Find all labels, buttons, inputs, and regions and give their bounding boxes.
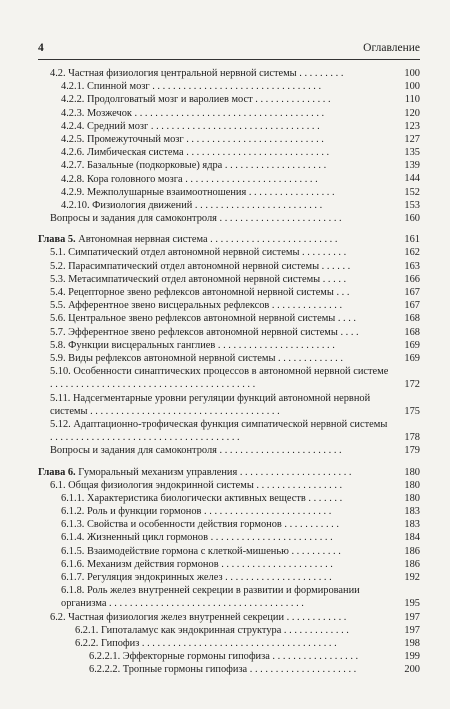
toc-entry: [61, 505, 420, 518]
toc-page-number: 183: [404, 506, 420, 518]
toc-entry: [61, 558, 420, 571]
toc-page-number: 153: [404, 199, 420, 211]
toc-entry: [50, 299, 420, 312]
toc-page-number: 167: [404, 286, 420, 298]
toc-page-number: 183: [404, 519, 420, 531]
toc-entry: [50, 479, 420, 492]
toc-page-number: 200: [404, 664, 420, 676]
toc-page-number: 166: [404, 273, 420, 285]
toc-entry-title: 6.1.2. Роль и функции гормонов . . . . . . . . . . . . . . . . . . . . . . . . .: [61, 506, 332, 518]
toc-entry: [50, 611, 420, 624]
chapter-title: Автономная нервная система . . . . . . . . . . . . . . . . . . . . . . . . .: [75, 234, 338, 246]
toc-page-number: 144: [404, 173, 420, 185]
toc-entry: [61, 93, 420, 106]
toc-entry: [50, 260, 420, 273]
toc-page-number: 162: [404, 247, 420, 259]
toc-page-number: 160: [404, 213, 420, 225]
toc-entry: [50, 246, 420, 259]
toc-entry: [50, 352, 420, 365]
toc-page-number: 197: [404, 611, 420, 623]
toc-entry-title: [38, 467, 382, 478]
toc-entry: [61, 545, 420, 558]
running-title: Оглавление: [363, 42, 420, 54]
toc-page-number: 179: [404, 445, 420, 457]
toc-entry-title: 6.2.1. Гипоталамус как эндокринная структура . . . . . . . . . . . . .: [75, 624, 349, 636]
toc-entry-title: 5.11. Надсегментарные уровни регуляции функций автономной нервной системы . . . . . . . . . . . . . . . . . . . . . . . . . . . . . . . . . . . . .: [50, 392, 371, 417]
toc-entry-title: 5.2. Парасимпатический отдел автономной нервной системы . . . . . .: [50, 260, 351, 272]
toc-page-number: 123: [404, 120, 420, 132]
chapter-title: Гуморальный механизм управления . . . . . . . . . . . . . . . . . . . . . .: [75, 466, 352, 478]
toc-page-number: 178: [404, 432, 420, 444]
toc-entry: [61, 186, 420, 199]
toc-page-number: 198: [404, 637, 420, 649]
toc-page-number: 169: [404, 352, 420, 364]
toc-entry-title: 5.10. Особенности синаптических процессов в автономной нервной системе . . . . . . . . . . . . . . . . . . . . . . . . . . . . . . . . . . . . . . . .: [50, 366, 389, 391]
toc-page-number: 169: [404, 339, 420, 351]
toc-entry: [89, 650, 420, 663]
toc-page-number: 199: [404, 651, 420, 663]
toc-page-number: 186: [404, 558, 420, 570]
toc-page-number: 195: [404, 598, 420, 610]
toc-entry: [61, 199, 420, 212]
toc-entry-title: 5.8. Функции висцеральных ганглиев . . . . . . . . . . . . . . . . . . . . . . .: [50, 339, 335, 351]
toc-entry: [50, 339, 420, 352]
toc-entry: [61, 492, 420, 505]
toc-entry-title: 5.4. Рецепторное звено рефлексов автономной нервной системы . . .: [50, 287, 350, 298]
table-of-contents: [0, 67, 450, 677]
toc-entry-title: 4.2.7. Базальные (подкорковые) ядра . . . . . . . . . . . . . . . . . . . .: [61, 160, 327, 172]
chapter-label: Глава 5.: [38, 234, 76, 246]
toc-page-number: 172: [404, 379, 420, 391]
toc-page-number: 100: [404, 81, 420, 93]
toc-entry: [50, 326, 420, 339]
toc-entry-title: 6.1.5. Взаимодействие гормона с клеткой-мишенью . . . . . . . . . .: [61, 545, 341, 557]
toc-entry-title: [38, 234, 367, 245]
toc-page-number: 110: [404, 94, 420, 106]
toc-entry-title: 6.1.7. Регуляция эндокринных желез . . . . . . . . . . . . . . . . . . . . .: [61, 572, 332, 584]
toc-entry: [61, 146, 420, 159]
toc-entry-title: 5.3. Метасимпатический отдел автономной нервной системы . . . . .: [50, 273, 347, 285]
toc-entry-title: 5.12. Адаптационно-трофическая функция симпатической нервной системы . . . . . . . . . . . . . . . . . . . . . . . . . . . . . . . . . . . . .: [50, 418, 388, 444]
toc-entry: [50, 418, 420, 444]
toc-page-number: 180: [404, 466, 420, 478]
toc-entry: [61, 80, 420, 93]
toc-entry: [50, 273, 420, 286]
toc-chapter-entry: [38, 466, 420, 479]
toc-page-number: 186: [404, 545, 420, 557]
toc-page-number: 135: [404, 147, 420, 159]
toc-page-number: 127: [404, 133, 420, 145]
toc-page-number: 197: [404, 624, 420, 636]
toc-entry-title: 4.2.2. Продолговатый мозг и варолиев мост . . . . . . . . . . . . . . .: [61, 94, 331, 106]
toc-chapter-entry: [38, 233, 420, 246]
toc-entry-title: Вопросы и задания для самоконтроля . . . . . . . . . . . . . . . . . . . . . . . .: [50, 445, 342, 457]
toc-page-number: 167: [404, 300, 420, 312]
toc-entry: [61, 159, 420, 172]
toc-entry: [50, 444, 420, 457]
toc-page-number: 168: [404, 326, 420, 338]
toc-page-number: 175: [404, 405, 420, 417]
toc-entry: [61, 531, 420, 544]
toc-entry-title: 4.2. Частная физиология центральной нервной системы . . . . . . . . .: [50, 68, 344, 79]
toc-entry: [50, 312, 420, 325]
toc-entry-title: 6.1.3. Свойства и особенности действия гормонов . . . . . . . . . . .: [61, 519, 339, 531]
header-rule: [38, 59, 420, 60]
toc-entry: [61, 518, 420, 531]
toc-entry-title: 5.7. Эфферентное звено рефлексов автономной нервной системы . . . .: [50, 326, 359, 338]
toc-entry-title: 5.1. Симпатический отдел автономной нервной системы . . . . . . . . .: [50, 247, 347, 259]
toc-entry-title: 6.1.8. Роль желез внутренней секреции в развитии и формировании организма . . . . . . . . . . . . . . . . . . . . . . . . . . . . . . . . . . . . . .: [61, 585, 360, 610]
toc-entry: [89, 663, 420, 676]
toc-entry-title: 4.2.9. Межполушарные взаимоотношения . . . . . . . . . . . . . . . . .: [61, 186, 335, 198]
toc-page-number: 152: [404, 186, 420, 198]
toc-entry-title: 6.2.2.2. Тропные гормоны гипофиза . . . . . . . . . . . . . . . . . . . . .: [89, 664, 357, 676]
toc-page-number: 180: [404, 479, 420, 491]
toc-entry: [50, 392, 420, 418]
toc-entry-title: 4.2.10. Физиология движений . . . . . . . . . . . . . . . . . . . . . . . . .: [61, 199, 323, 211]
toc-entry: [50, 212, 420, 225]
toc-entry: [61, 120, 420, 133]
toc-page-number: 184: [404, 532, 420, 544]
toc-entry: [61, 571, 420, 584]
toc-entry: [61, 173, 420, 186]
toc-entry: [61, 133, 420, 146]
toc-entry-title: 4.2.8. Кора головного мозга . . . . . . . . . . . . . . . . . . . . . . . . . .: [61, 173, 318, 185]
toc-entry-title: 6.2.2.1. Эффекторные гормоны гипофиза . . . . . . . . . . . . . . . . .: [89, 651, 359, 663]
toc-entry-title: 4.2.4. Средний мозг . . . . . . . . . . . . . . . . . . . . . . . . . . . . . . . . .: [61, 120, 320, 132]
toc-page-number: 100: [404, 67, 420, 79]
toc-entry: [75, 637, 420, 650]
toc-page-number: 168: [404, 313, 420, 325]
toc-entry-title: 6.2. Частная физиология желез внутренней секреции . . . . . . . . . . . .: [50, 611, 347, 623]
toc-entry-title: 5.5. Афферентное звено висцеральных рефлексов . . . . . . . . . . . . . .: [50, 300, 343, 312]
toc-page-number: 180: [404, 492, 420, 504]
toc-entry-title: 6.1. Общая физиология эндокринной системы . . . . . . . . . . . . . . . . .: [50, 479, 343, 491]
toc-entry-title: 5.6. Центральное звено рефлексов автономной нервной системы . . . .: [50, 313, 357, 325]
page-number: 4: [38, 42, 44, 54]
toc-entry-title: 4.2.3. Мозжечок . . . . . . . . . . . . . . . . . . . . . . . . . . . . . . . . . . . . .: [61, 107, 325, 119]
toc-page-number: 139: [404, 160, 420, 172]
toc-entry: [61, 584, 420, 610]
toc-page-number: 163: [404, 260, 420, 272]
toc-entry: [61, 107, 420, 120]
toc-page-number: 161: [404, 234, 420, 246]
toc-entry: [50, 365, 420, 391]
toc-entry-title: 6.1.4. Жизненный цикл гормонов . . . . . . . . . . . . . . . . . . . . . . . .: [61, 532, 333, 544]
toc-entry: [75, 624, 420, 637]
chapter-label: Глава 6.: [38, 466, 76, 478]
toc-entry-title: 4.2.6. Лимбическая система . . . . . . . . . . . . . . . . . . . . . . . . . . . .: [61, 147, 330, 159]
toc-entry: [50, 67, 420, 80]
toc-entry-title: 6.1.1. Характеристика биологически активных веществ . . . . . . .: [61, 492, 343, 504]
toc-entry-title: 6.1.6. Механизм действия гормонов . . . . . . . . . . . . . . . . . . . . . .: [61, 558, 333, 570]
toc-entry-title: 6.2.2. Гипофиз . . . . . . . . . . . . . . . . . . . . . . . . . . . . . . . . . . . . . .: [75, 638, 337, 649]
toc-entry-title: 4.2.1. Спинной мозг . . . . . . . . . . . . . . . . . . . . . . . . . . . . . . . . .: [61, 81, 322, 93]
toc-entry: [50, 286, 420, 299]
toc-entry-title: 4.2.5. Промежуточный мозг . . . . . . . . . . . . . . . . . . . . . . . . . . .: [61, 133, 324, 145]
toc-page-number: 120: [404, 107, 420, 119]
toc-entry-title: 5.9. Виды рефлексов автономной нервной системы . . . . . . . . . . . . .: [50, 352, 343, 364]
toc-page-number: 192: [404, 572, 420, 584]
toc-entry-title: Вопросы и задания для самоконтроля . . . . . . . . . . . . . . . . . . . . . . . .: [50, 213, 342, 225]
